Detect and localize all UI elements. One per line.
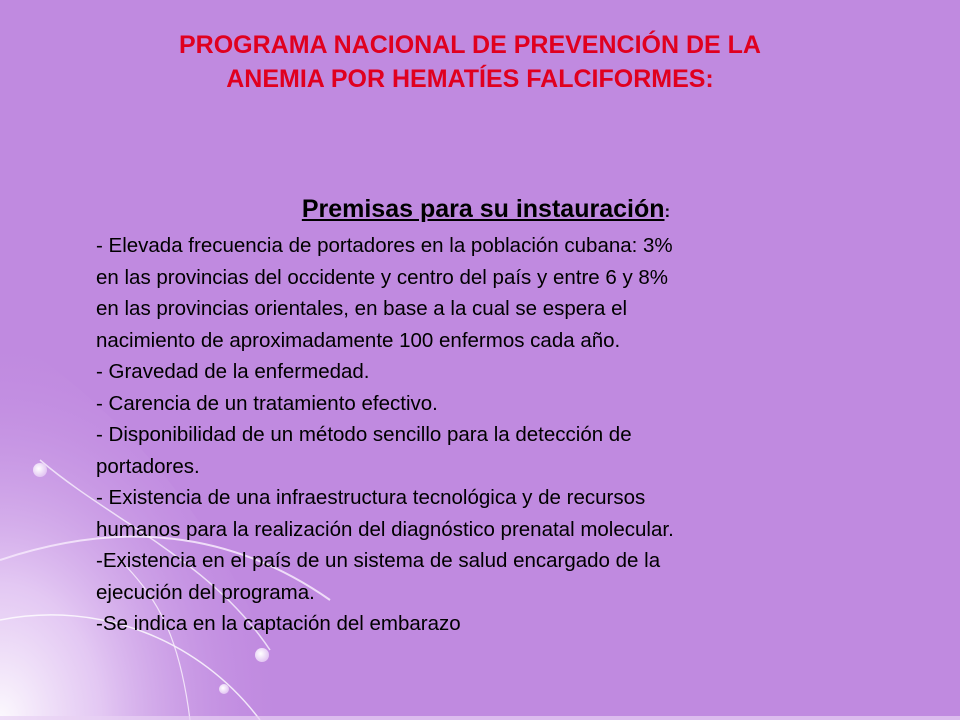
body-line: en las provincias orientales, en base a la cual se espera el bbox=[96, 297, 628, 320]
premises-list bbox=[96, 230, 876, 640]
body-line: -Se indica en la captación del embarazo bbox=[96, 612, 461, 635]
section-heading-text: Premisas para su instauración bbox=[301, 195, 665, 223]
body-line: en las provincias del occidente y centro del país y entre 6 y 8% bbox=[96, 265, 669, 289]
bottom-strip bbox=[0, 716, 960, 720]
decorative-dot bbox=[219, 684, 229, 694]
decorative-dot bbox=[33, 463, 47, 477]
title-line-1: PROGRAMA NACIONAL DE PREVENCIÓN DE LA bbox=[179, 31, 761, 59]
section-heading-colon: : bbox=[664, 202, 671, 221]
decorative-dot bbox=[255, 648, 269, 662]
slide-title bbox=[70, 28, 870, 96]
body-line: - Gravedad de la enfermedad. bbox=[96, 360, 370, 383]
body-line: - Disponibilidad de un método sencillo para la detección de bbox=[96, 423, 632, 446]
body-line: ejecución del programa. bbox=[96, 580, 315, 604]
body-line: - Elevada frecuencia de portadores en la población cubana: 3% bbox=[96, 234, 673, 257]
title-line-2: ANEMIA POR HEMATÍES FALCIFORMES: bbox=[226, 65, 714, 93]
body-line: - Existencia de una infraestructura tecnológica y de recursos bbox=[96, 486, 646, 509]
body-line: portadores. bbox=[96, 454, 200, 478]
section-heading bbox=[96, 193, 876, 228]
body-line: -Existencia en el país de un sistema de salud encargado de la bbox=[96, 549, 661, 572]
body-line: nacimiento de aproximadamente 100 enfermos cada año. bbox=[96, 328, 621, 352]
body-line: - Carencia de un tratamiento efectivo. bbox=[96, 391, 438, 415]
body-line: humanos para la realización del diagnóstico prenatal molecular. bbox=[96, 517, 674, 541]
